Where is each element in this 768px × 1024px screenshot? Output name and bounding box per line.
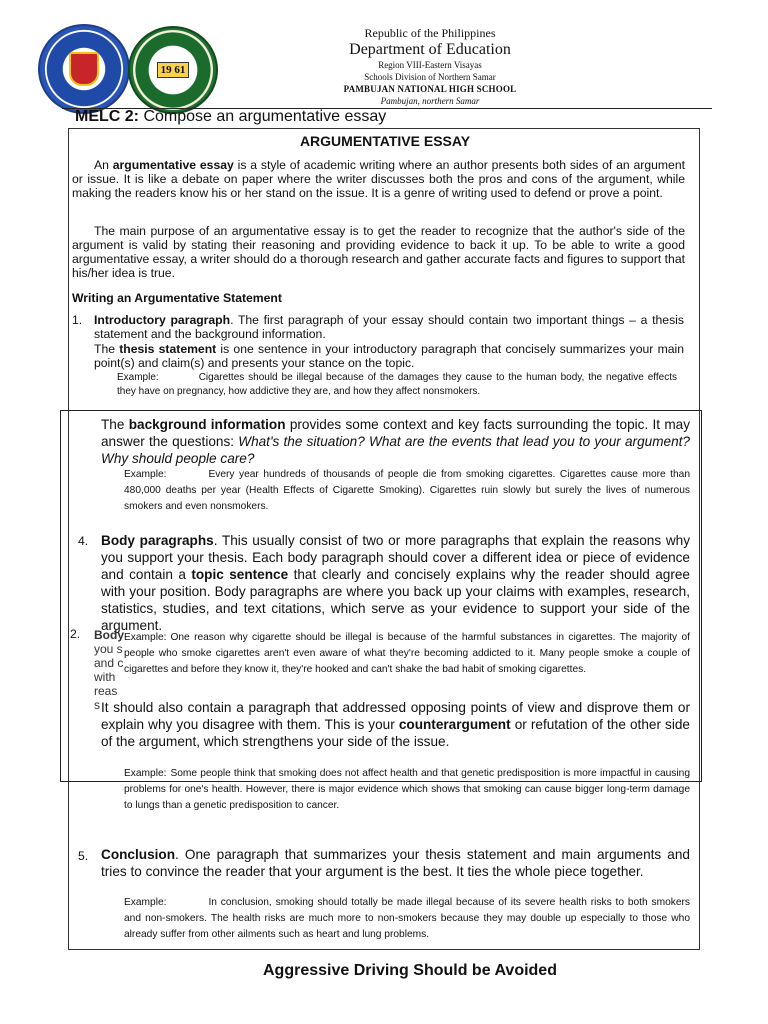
header-school: PAMBUJAN NATIONAL HIGH SCHOOL [343,84,517,94]
body-example: Example: One reason why cigarette should be illegal is because of the harmful substances in cigarettes. The majority of people who smoke cigarettes aren't even aware of what they're becoming addicted to it. Many people smoke a couple of cigarettes and before they know it, they're hooked and can't shake the bad habit of smoking cigarettes. [124,632,690,675]
header-division: Schools Division of Northern Samar [364,72,496,82]
section-subheading: Writing an Argumentative Statement [72,291,282,305]
deped-seal-logo [38,24,130,114]
conclusion-example: Example: In conclusion, smoking should totally be made illegal because of its severe health risks to both smokers and non-smokers. The health risks are much more to non-smokers because they may double up especially to those who already suffer from other ailments such as heart and lung problems. [124,897,690,940]
thesis-statement-text: The thesis statement is one sentence in your introductory paragraph that concisely summarizes your main point(s) and claim(s) and presents your stance on the topic. [94,342,684,370]
item-1-text: Introductory paragraph. The first paragraph of your essay should contain two important things – a thesis statement and the background information. [94,313,684,341]
intro-paragraph-1: An argumentative essay is a style of academic writing where an author presents both sides of an argument or issue. It is like a debate on paper where the writer discusses both the pros and cons of the argument, while making the readers know his or her stand on the issue. It is a genre of writing used to defend or prove a point. [72,158,685,200]
counterargument-example: Example: Some people think that smoking does not affect health and that genetic predisposition is more impactful in causing problems for one's health. However, there is major evidence which shows that smoking can cause bigger long-term damage to lungs than a genetic predisposition to cancer. [124,768,690,811]
header-republic: Republic of the Philippines [364,26,496,40]
page-title: ARGUMENTATIVE ESSAY [299,133,471,149]
item-1-number: 1. [72,313,83,327]
conclusion-text: Conclusion. One paragraph that summarizes your thesis statement and main arguments and tries to convince the reader that your argument is the best. It ties the whole piece together. [101,847,690,879]
background-information-text: The background information provides some context and key facts surrounding the topic. It may answer the questions: What's the situation? What are the events that lead you to your argument? Why should people care? [101,417,691,466]
shield-icon [69,52,99,86]
melc-heading: MELC 2: Compose an argumentative essay [75,108,387,125]
item-5-number: 5. [78,849,89,863]
item-4-number: 4. [78,534,89,548]
intro-paragraph-2: The main purpose of an argumentative essay is to get the reader to recognize that the author's side of the argument is valid by stating their reasoning and providing evidence to back it up. To be able to write a good argumentative essay, a writer should do a thorough research and gather accurate facts and figures to support that his/her idea is true. [72,224,685,280]
school-seal-logo [128,26,218,114]
body-paragraphs-text: Body paragraphs. This usually consist of two or more paragraphs that explain the reasons why you support your thesis. Each body paragraph should cover a different idea or piece of evidence and contain a topic sentence that clearly and concisely explains why the reader should agree with your position. Body paragraphs are where you back up your claims with examples, research, statistics, studies, and text citations, which serve as your evidence to support your side of the argument. [101,533,690,633]
counterargument-text: It should also contain a paragraph that addressed opposing points of view and disprove them or explain why you disagree with them. This is your counterargument or refutation of the other side of the argument, which strengthens your side of the issue. [101,700,690,749]
header-department: Department of Education [349,41,511,58]
item-2-number: 2. [70,627,81,641]
background-example: Example: Every year hundreds of thousands of people die from smoking cigarettes. Cigarettes cause more than 480,000 deaths per year (Health Effects of Cigarette Smoking). Cigarettes ruin slowly but surely the lives of numerous smokers and even nonsmokers. [124,469,690,512]
thesis-example: Example: Cigarettes should be illegal because of the damages they cause to the human body, the negative effects they have on pregnancy, how addictive they are, and how they affect nonsmokers. [117,372,677,397]
header-location: Pambujan, northern Samar [380,96,480,106]
seal-year: 19 61 [157,62,190,78]
essay-title-footer: Aggressive Driving Should be Avoided [263,962,557,979]
hidden-body-fragment: Body you s and c with reas s [94,628,124,712]
header-region: Region VIII-Eastern Visayas [378,60,482,70]
